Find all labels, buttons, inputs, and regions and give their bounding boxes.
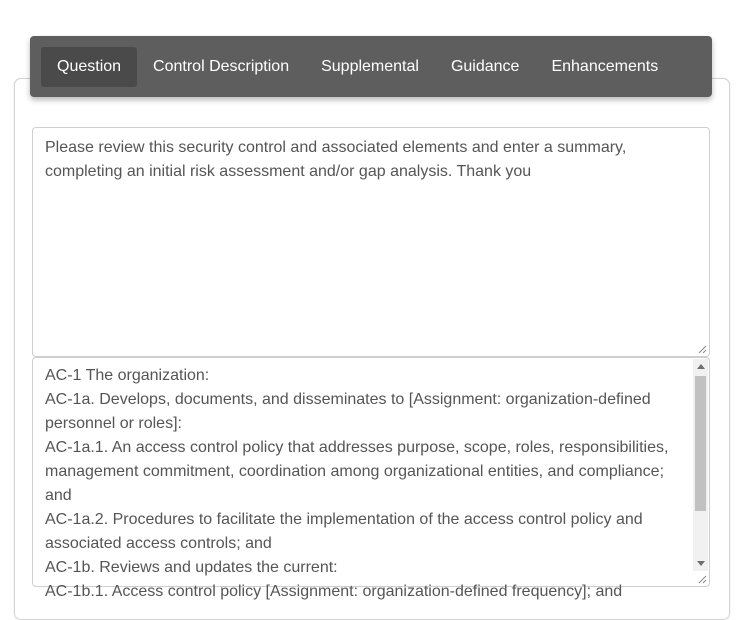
control-line: AC-1b. Reviews and updates the current:: [45, 559, 338, 576]
scroll-up-button[interactable]: [693, 359, 708, 374]
resize-grip-icon[interactable]: [697, 344, 707, 354]
tab-enhancements[interactable]: Enhancements: [551, 57, 659, 75]
scroll-down-button[interactable]: [693, 556, 708, 571]
control-line: AC-1b.1. Access control policy [Assignment: organization-defined frequency]; and: [45, 583, 623, 600]
control-line: AC-1a.2. Procedures to facilitate the implementation of the access control policy and associated access controls; and: [45, 511, 648, 552]
tab-control-description[interactable]: Control Description: [153, 57, 290, 75]
arrow-down-icon: [697, 561, 705, 566]
control-description-text: [45, 364, 685, 604]
tab-guidance[interactable]: Guidance: [450, 57, 520, 75]
arrow-up-icon: [697, 364, 705, 369]
question-text: Please review this security control and associated elements and enter a summary, completing an initial risk assessment and/or gap analysis. Thank you: [45, 139, 627, 180]
control-description-textarea[interactable]: [32, 357, 710, 600]
control-line: AC-1a. Develops, documents, and disseminates to [Assignment: organization-defined personnel or roles]:: [45, 391, 656, 432]
control-line: AC-1a.1. An access control policy that addresses purpose, scope, roles, responsibilities, management commitment, coordination among organizational entities, and compliance; and: [45, 439, 673, 504]
scrollbar-thumb[interactable]: [695, 376, 706, 511]
resize-grip-icon[interactable]: [697, 574, 707, 584]
tab-supplemental[interactable]: Supplemental: [321, 57, 419, 75]
question-textarea[interactable]: [32, 127, 710, 357]
vertical-scrollbar[interactable]: [693, 359, 708, 571]
tab-bar: [30, 36, 712, 97]
tab-question[interactable]: Question: [41, 47, 137, 87]
control-line: AC-1 The organization:: [45, 367, 210, 384]
